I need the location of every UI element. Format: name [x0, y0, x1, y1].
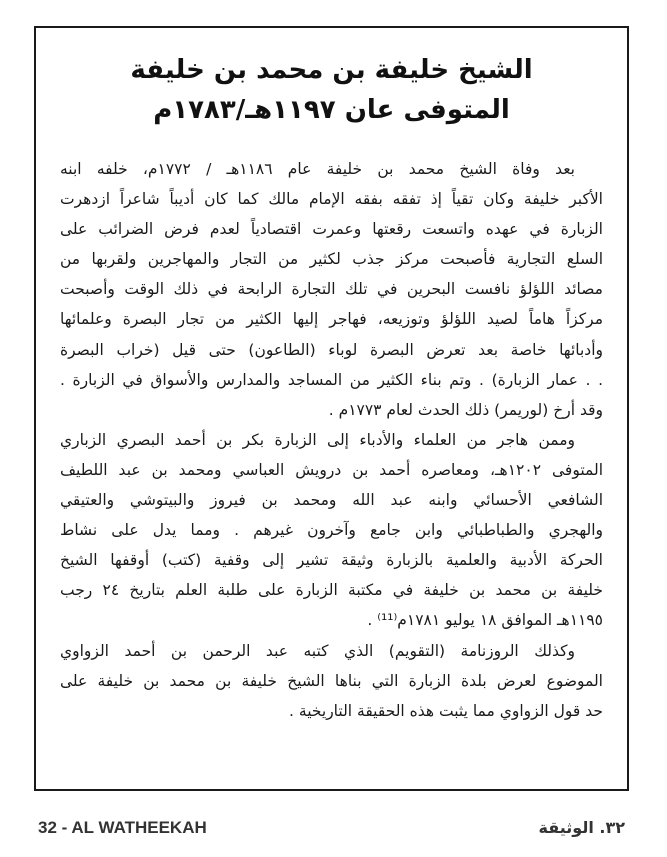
page-footer [34, 815, 629, 841]
body-line: الأكبر خليفة وكان تقياً إذ تفقه بفقه الإمام مالك كما كان أديباً شاعراً ازدهرت [60, 190, 603, 209]
body-line: السلع التجارية فأصبحت مركز جذب لكثير من التجار والمهاجرين ولقربها من [60, 250, 603, 269]
body-line: والهجري والطباطبائي وابن جامع وآخرون غيرهم . ومما يدل على نشاط [60, 521, 603, 540]
body-line: وأدبائها خاصة بعد تعرض البصرة لوباء (الطاعون) حتى قيل (خراب البصرة [60, 340, 603, 359]
body-line: خليفة بن محمد بن خليفة في مكتبة الزبارة على طلبة العلم بتاريخ ٢٤ رجب [60, 581, 603, 600]
footer-page-number-arabic: ٣٢. الوثيقة [538, 818, 625, 837]
body-line: حد قول الزواوي مما يثبت هذه الحقيقة التاريخية . [289, 701, 603, 720]
article-body [60, 154, 603, 726]
body-line: وكذلك الروزنامة (التقويم) الذي كتبه عبد الرحمن بن أحمد الزواوي [60, 641, 575, 660]
body-line: الشافعي الأحسائي وابنه عبد الله ومحمد بن فيروز والبيتوشي والعتيقي [60, 491, 603, 510]
body-line: الموضوع لعرض بلدة الزبارة التي بناها الشيخ خليفة بن محمد بن خليفة على [60, 671, 603, 690]
body-line: . . عمار الزبارة) . وتم بناء الكثير من المساجد والمدارس والأسواق في الزبارة . [60, 370, 603, 389]
body-line: بعد وفاة الشيخ محمد بن خليفة عام ١١٨٦هـ / ١٧٧٢م، خلفه ابنه [60, 160, 575, 178]
article-subtitle: المتوفى عان ١١٩٧هـ/١٧٨٣م [153, 95, 510, 125]
body-line: ١١٩٥هـ الموافق ١٨ يوليو ١٧٨١م⁽¹¹⁾ . [367, 611, 603, 630]
body-line: الحركة الأدبية والعلمية بالزبارة وثيقة تشير إلى وقفية (كتب) أوقفها الشيخ [60, 551, 603, 570]
body-line: وممن هاجر من العلماء والأدباء إلى الزبارة بكر بن أحمد البصري الزباري [60, 430, 575, 449]
body-line: الزبارة في عهده واتسعت رقعتها وعمرت اقتصادياً لعدم فرض الضرائب على [60, 220, 603, 239]
footer-page-number-latin: 32 - AL WATHEEKAH [38, 818, 207, 837]
body-line: المتوفى ١٢٠٢هـ، ومعاصره أحمد بن درويش العباسي ومحمد بن عبد اللطيف [60, 460, 603, 479]
body-line: وقد أرخ (لوريمر) ذلك الحدث لعام ١٧٧٣م . [328, 400, 603, 419]
body-line: مصائد اللؤلؤ نافست البحرين في تلك التجارة الرابحة في ذلك الوقت وأصبحت [60, 280, 603, 299]
body-line: مركزاً هاماً لصيد اللؤلؤ وتوزيعه، فهاجر إليها الكثير من تجار البصرة وعلمائها [60, 310, 603, 329]
article-title: الشيخ خليفة بن محمد بن خليفة [130, 55, 533, 85]
article-frame [34, 26, 629, 791]
